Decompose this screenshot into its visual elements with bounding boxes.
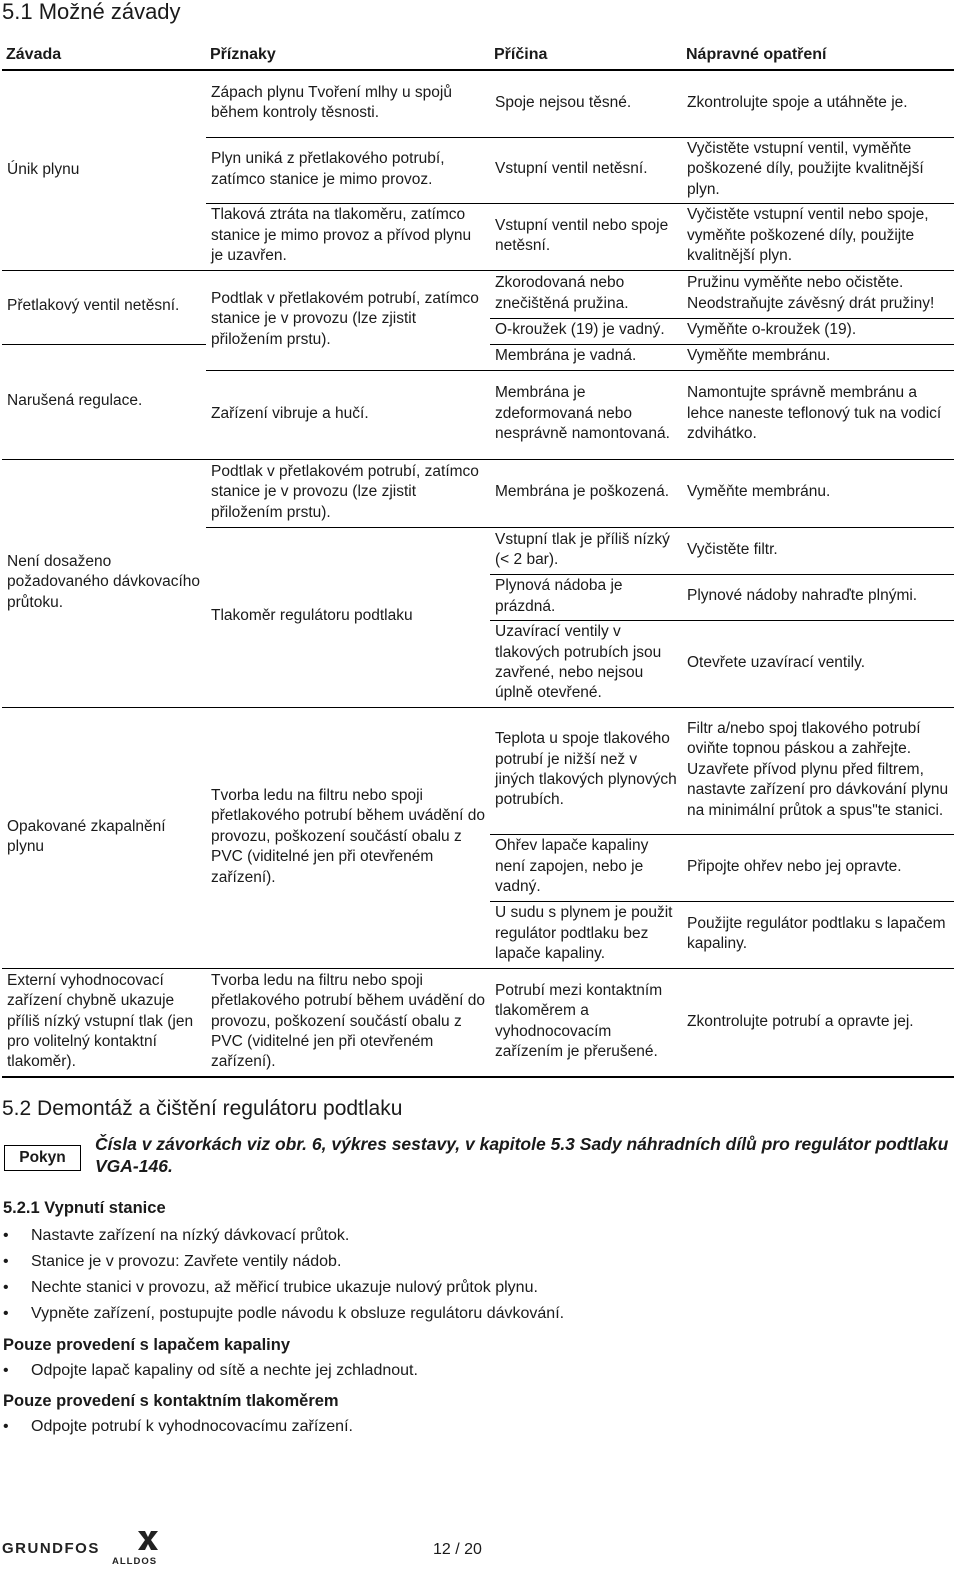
symptom-cell: Tvorba ledu na filtru nebo spoji přetlakového potrubí během uvádění do provozu, poškození součástí obalu z PVC (viditelné jen při otevřeném zařízení). (206, 707, 490, 968)
bullet-icon: • (3, 1362, 9, 1379)
remedy-cell: Namontujte správně membránu a lehce naneste teflonový tuk na vodicí zdvihátko. (682, 370, 954, 459)
remedy-cell: Připojte ohřev nebo jej opravte. (682, 834, 954, 901)
bullet-icon: • (3, 1279, 9, 1296)
bullet-icon: • (3, 1305, 9, 1322)
cause-cell: Membrána je vadná. (490, 344, 682, 370)
list-item: • Odpojte potrubí k vyhodnocovacímu zařízení. (3, 1416, 353, 1438)
grundfos-logo-icon (135, 1527, 161, 1553)
symptom-cell: Podtlak v přetlakovém potrubí, zatímco stanice je v provozu (lze zjistit přiložením prstu). (206, 270, 490, 370)
symptom-cell: Tlakoměr regulátoru podtlaku (206, 527, 490, 707)
subsection-title: 5.2.1 Vypnutí stanice (3, 1199, 166, 1217)
bullet-icon: • (3, 1253, 9, 1270)
cause-cell: Membrána je zdeformovaná nebo nesprávně namontovaná. (490, 370, 682, 459)
symptom-cell: Podtlak v přetlakovém potrubí, zatímco stanice je v provozu (lze zjistit přiložením prstu). (206, 459, 490, 527)
cause-cell: Spoje nejsou těsné. (490, 70, 682, 137)
symptom-cell: Zařízení vibruje a hučí. (206, 370, 490, 459)
col-header-cause: Příčina (490, 40, 682, 70)
col-header-fault: Závada (2, 40, 206, 70)
section-title: 5.1 Možné závady (2, 0, 181, 24)
remedy-cell: Vyměňte membránu. (682, 459, 954, 527)
cause-cell: Plynová nádoba je prázdná. (490, 574, 682, 620)
list-item: • Nastavte zařízení na nízký dávkovací průtok. (3, 1225, 349, 1247)
symptom-cell: Plyn uniká z přetlakového potrubí, zatímco stanice je mimo provoz. (206, 137, 490, 203)
fault-cell: Opakované zkapalnění plynu (2, 707, 206, 968)
remedy-cell: Vyměňte o-kroužek (19). (682, 318, 954, 344)
remedy-cell: Zkontrolujte spoje a utáhněte je. (682, 70, 954, 137)
fault-cell: Narušená regulace. (2, 344, 206, 459)
col-header-remedy: Nápravné opatření (682, 40, 954, 70)
remedy-cell: Zkontrolujte potrubí a opravte jej. (682, 968, 954, 1077)
symptom-cell: Tlaková ztráta na tlakoměru, zatímco stanice je mimo provoz a přívod plynu je uzavřen. (206, 203, 490, 270)
remedy-cell: Vyčistěte filtr. (682, 527, 954, 574)
fault-cell: Únik plynu (2, 70, 206, 270)
bullet-icon: • (3, 1227, 9, 1244)
fault-cell: Externí vyhodnocovací zařízení chybně ukazuje příliš nízký vstupní tlak (jen pro volitelný kontaktní tlakoměr). (2, 968, 206, 1077)
cause-cell: Membrána je poškozená. (490, 459, 682, 527)
table-row (2, 70, 954, 137)
table-row (2, 968, 954, 1077)
note-label-box: Pokyn (4, 1145, 81, 1171)
fault-table (2, 40, 954, 1078)
table-row (2, 707, 954, 834)
list-item: • Nechte stanici v provozu, až měřicí trubice ukazuje nulový průtok plynu. (3, 1277, 538, 1299)
cause-cell: Ohřev lapače kapaliny není zapojen, nebo je vadný. (490, 834, 682, 901)
remedy-cell: Pružinu vyměňte nebo očistěte. Neodstraňujte závěsný drát pružiny! (682, 270, 954, 318)
logo-subbrand: ALLDOS (112, 1556, 158, 1567)
remedy-cell: Otevřete uzavírací ventily. (682, 620, 954, 707)
remedy-cell: Filtr a/nebo spoj tlakového potrubí oviňte topnou páskou a zahřejte. Uzavřete přívod plynu před filtrem, nastavte zařízení pro dávkování plynu na minimální průtok a spusʺte stanici. (682, 707, 954, 834)
list-item: • Odpojte lapač kapaliny od sítě a nechte jej zchladnout. (3, 1360, 418, 1382)
cause-cell: Uzavírací ventily v tlakových potrubích jsou zavřené, nebo nejsou úplně otevřené. (490, 620, 682, 707)
remedy-cell: Vyčistěte vstupní ventil nebo spoje, vyměňte poškozené díly, použijte kvalitnější plyn. (682, 203, 954, 270)
cause-cell: Teplota u spoje tlakového potrubí je nižší než v jiných tlakových plynových potrubích. (490, 707, 682, 834)
cause-cell: O-kroužek (19) je vadný. (490, 318, 682, 344)
remedy-cell: Vyměňte membránu. (682, 344, 954, 370)
symptom-cell: Zápach plynu Tvoření mlhy u spojů během kontroly těsnosti. (206, 70, 490, 137)
remedy-cell: Vyčistěte vstupní ventil, vyměňte poškozené díly, použijte kvalitnější plyn. (682, 137, 954, 203)
cause-cell: Potrubí mezi kontaktním tlakoměrem a vyhodnocovacím zařízením je přerušené. (490, 968, 682, 1077)
cause-cell: Zkorodovaná nebo znečištěná pružina. (490, 270, 682, 318)
table-row (2, 459, 954, 527)
subhead-liquid-trap: Pouze provedení s lapačem kapaliny (3, 1336, 291, 1354)
list-item: • Stanice je v provozu: Zavřete ventily nádob. (3, 1251, 341, 1273)
symptom-cell: Tvorba ledu na filtru nebo spoji přetlakového potrubí během uvádění do provozu, poškození součástí obalu z PVC (viditelné jen při otevřeném zařízení). (206, 968, 490, 1077)
table-row (2, 270, 954, 318)
remedy-cell: Plynové nádoby nahraďte plnými. (682, 574, 954, 620)
cause-cell: Vstupní ventil nebo spoje netěsní. (490, 203, 682, 270)
col-header-symptoms: Příznaky (206, 40, 490, 70)
cause-cell: Vstupní ventil netěsní. (490, 137, 682, 203)
subhead-contact-gauge: Pouze provedení s kontaktním tlakoměrem (3, 1392, 339, 1410)
bullet-icon: • (3, 1418, 9, 1435)
section2-title: 5.2 Demontáž a čištění regulátoru podtlaku (2, 1097, 403, 1120)
remedy-cell: Použijte regulátor podtlaku s lapačem kapaliny. (682, 901, 954, 968)
logo-wordmark: GRUNDFOS (2, 1540, 100, 1557)
fault-cell: Přetlakový ventil netěsní. (2, 270, 206, 344)
table-header-row (2, 40, 954, 70)
note-text: Čísla v závorkách viz obr. 6, výkres sestavy, v kapitole 5.3 Sady náhradních dílů pro regulátor podtlaku VGA-146. (95, 1134, 949, 1176)
list-item: • Vypněte zařízení, postupujte podle návodu k obsluze regulátoru dávkování. (3, 1303, 564, 1325)
fault-cell: Není dosaženo požadovaného dávkovacího průtoku. (2, 459, 206, 707)
cause-cell: Vstupní tlak je příliš nízký (< 2 bar). (490, 527, 682, 574)
page-number: 12 / 20 (433, 1541, 482, 1558)
cause-cell: U sudu s plynem je použit regulátor podtlaku bez lapače kapaliny. (490, 901, 682, 968)
